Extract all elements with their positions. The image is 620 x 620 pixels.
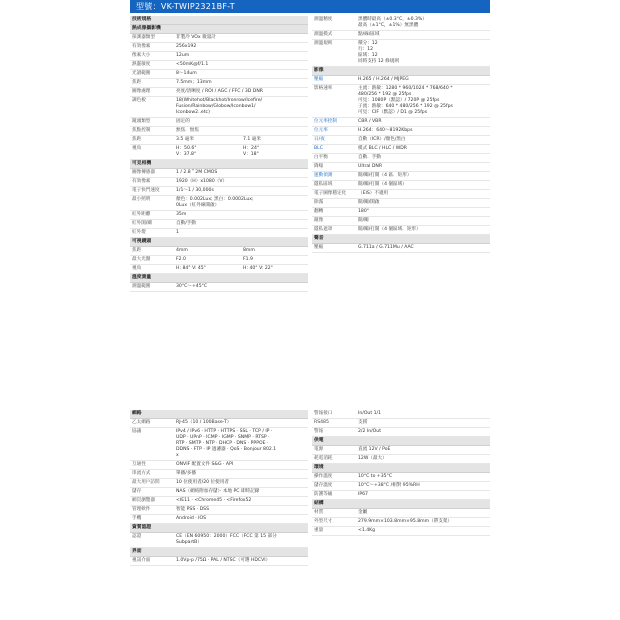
section-header: 溫度測量	[130, 274, 308, 283]
spec-row	[130, 43, 308, 52]
spec-row	[312, 127, 490, 136]
spec-value: 35m	[176, 212, 187, 217]
spec-row	[130, 79, 308, 88]
spec-row	[130, 88, 308, 97]
spec-label: 管理軟件	[132, 507, 151, 512]
spec-label: 電子快門速度	[132, 188, 160, 193]
section-header: 資質認證	[130, 524, 308, 533]
spec-label: BLC	[314, 146, 323, 151]
section-header: 影像	[312, 67, 490, 76]
section-header: 結構	[312, 500, 490, 509]
spec-label: 運動偵測	[314, 173, 333, 178]
spec-label: 隱私區域	[314, 182, 333, 187]
spec-label: 最大光圈	[132, 257, 151, 262]
spec-row	[130, 187, 308, 196]
spec-label: 手機	[132, 516, 142, 521]
spec-column-1	[130, 16, 308, 292]
spec-row	[130, 497, 308, 506]
spec-value: 主流：熱敏：1280 * 960/1024 * 768/640 * 480/256 * 192 @ 25fps 可見：1080P（默認）/ 720P @ 25fps 子流：熱敏：640 * 480/256 * 192 @ 25fps 可見：CIF（默認）/ D1 @ 25fps	[358, 86, 453, 115]
spec-row	[312, 199, 490, 208]
spec-row	[130, 247, 308, 256]
spec-row	[130, 461, 308, 470]
spec-value: 1/1～1 / 30,000s	[176, 188, 214, 193]
spec-label: 焦距	[132, 137, 142, 142]
spec-label: 位元率	[314, 128, 328, 133]
spec-row	[130, 169, 308, 178]
spec-value: H: 40° V: 22°	[243, 266, 273, 271]
spec-value: 4mm	[176, 248, 188, 253]
spec-label: 像素大小	[132, 53, 151, 58]
spec-label: 紅外燈	[132, 230, 146, 235]
spec-label: 焦距	[132, 248, 142, 253]
spec-label: 視角	[132, 146, 142, 151]
section-header: 可視鏡頭	[130, 238, 308, 247]
spec-value: 積分：12 行：12 區域：12 同時支持 12 條規則	[358, 41, 399, 64]
spec-value: 1	[176, 230, 179, 235]
spec-label: 熱靈敏度	[132, 62, 151, 67]
section-header: 環境	[312, 464, 490, 473]
spec-row	[312, 85, 490, 118]
spec-label: 鏡頭類型	[132, 119, 151, 124]
spec-row	[130, 470, 308, 479]
spec-value: IP67	[358, 492, 368, 497]
spec-label: 隱私遮罩	[314, 227, 333, 232]
spec-label: 視訊介面	[132, 558, 151, 563]
spec-row	[312, 527, 490, 536]
spec-label: 乙太網路	[132, 420, 151, 425]
spec-value: 2/2 In/Out	[358, 429, 381, 434]
spec-row	[130, 256, 308, 265]
spec-label: 網頁瀏覽器	[132, 498, 155, 503]
spec-value: 自動（ICR）/顏色/黑白	[358, 137, 406, 142]
spec-row	[312, 482, 490, 491]
spec-label: 儲存	[132, 489, 142, 494]
section-header: 網路	[130, 410, 308, 419]
spec-value: 自動/手動	[176, 221, 196, 226]
spec-label: 影格速率	[314, 86, 333, 91]
spec-label: 串流方式	[132, 471, 151, 476]
spec-value: 10 位使用者/20 位使用者	[176, 480, 229, 485]
spec-value: Android · IOS	[176, 516, 207, 521]
spec-value: 10°C～+38°C /相對 95%RH	[358, 483, 420, 488]
spec-value: 顏色：0.002Lux; 黑白：0.0002Lux; 0Lux（紅外線開啟）	[176, 197, 254, 208]
spec-value: 非製冷 VOx 微量計	[176, 35, 216, 40]
spec-row	[312, 491, 490, 500]
spec-label: 圖像處理	[132, 89, 151, 94]
spec-value: <IE11 · <Chrome45 · <Firefox52	[176, 498, 252, 503]
spec-label: 防護等級	[314, 492, 333, 497]
spec-value: 279.9mm×103.8mm×95.8mm（帶支架）	[358, 519, 453, 524]
spec-label: 最大用戶訪問	[132, 480, 160, 485]
spec-value: 10°C to +35°C	[358, 474, 393, 479]
spec-value: 256x192	[176, 44, 197, 49]
spec-row	[312, 473, 490, 482]
spec-label: 測溫規則	[314, 41, 333, 46]
spec-value: 開/關/開啟	[358, 200, 380, 205]
spec-row	[312, 181, 490, 190]
spec-value: 12W（最大）	[358, 456, 387, 461]
spec-label: 紅外距離	[132, 212, 151, 217]
spec-row	[130, 52, 308, 61]
spec-label: 操作溫度	[314, 474, 333, 479]
section-header: 聲音	[312, 235, 490, 244]
spec-row	[130, 533, 308, 548]
spec-value: 1 / 2.8＂2M CMOS	[176, 170, 218, 175]
spec-label: 警報接口	[314, 411, 333, 416]
spec-row	[130, 34, 308, 43]
spec-column-4	[312, 410, 490, 536]
spec-value: 開/關/打開（4 個區域）	[358, 182, 407, 187]
spec-label: 有效像素	[132, 44, 151, 49]
spec-row	[312, 31, 490, 40]
spec-label: 材質	[314, 510, 324, 515]
spec-row	[312, 419, 490, 428]
section-header: 技術規格	[130, 16, 308, 25]
spec-row	[312, 244, 490, 253]
spec-row	[312, 208, 490, 217]
spec-label: RS485	[314, 420, 329, 425]
spec-value: H: 84° V: 45°	[176, 266, 206, 271]
section-header: 可見相機	[130, 160, 308, 169]
spec-label: 有效像素	[132, 179, 151, 184]
spec-row	[312, 16, 490, 31]
spec-row	[312, 190, 490, 199]
spec-value: In/Out 1/1	[358, 411, 381, 416]
spec-row	[130, 515, 308, 524]
spec-value: 固定的	[176, 119, 190, 124]
spec-value: 開/關/打開（4 區．矩形）	[358, 173, 412, 178]
section-header: 界面	[130, 548, 308, 557]
spec-value: H.265 / H.264 / MJPEG	[358, 77, 409, 82]
spec-value: 8mm	[243, 248, 255, 253]
spec-row	[130, 61, 308, 70]
spec-value: 30°C～+45°C	[176, 284, 208, 289]
spec-row	[130, 178, 308, 187]
spec-label: 互通性	[132, 462, 146, 467]
spec-value: 支援	[358, 420, 368, 425]
spec-label: 視角	[132, 266, 142, 271]
spec-value: 自動．手動	[358, 155, 381, 160]
spec-value: 18(Whitehot/Blackhot/Ironrow/Icefire/ Fusion/Rainbow/Globow/Iconbow1/ Iconbow2..etc)	[176, 98, 263, 115]
model-banner: 型號：VK-TWIP2321BF-T	[130, 0, 490, 13]
spec-row	[312, 226, 490, 235]
spec-value: H.264：640～8192Kbps	[358, 128, 413, 133]
spec-value: 12um	[176, 53, 190, 58]
spec-row	[130, 211, 308, 220]
spec-row	[312, 136, 490, 145]
spec-value: H：24° V：18°	[243, 146, 260, 157]
spec-value: NAS（網絡附加存儲）· 本地 PC 即時記錄	[176, 489, 260, 494]
spec-column-2	[312, 16, 490, 253]
spec-row	[130, 70, 308, 79]
spec-value: （EIS）不適用	[358, 191, 389, 196]
spec-label: 壓縮	[314, 77, 324, 82]
spec-row	[130, 488, 308, 497]
spec-row	[130, 283, 308, 292]
spec-row	[312, 217, 490, 226]
spec-value: <50mK@f/1.1	[176, 62, 209, 67]
spec-value: 單播/多播	[176, 471, 196, 476]
spec-label: 協議	[132, 429, 142, 434]
spec-row	[130, 127, 308, 136]
spec-row	[130, 419, 308, 428]
spec-value: 智能 PSS · DSS	[176, 507, 209, 512]
spec-label: 日/夜	[314, 137, 325, 142]
spec-value: H：50.6° V：37.8°	[176, 146, 197, 157]
section-header: 供電	[312, 437, 490, 446]
spec-label: 重量	[314, 528, 324, 533]
spec-row	[130, 428, 308, 461]
spec-value: 8～14um	[176, 71, 197, 76]
spec-value: 開/關/打開（4 個區域．矩形）	[358, 227, 421, 232]
spec-label: 壓縮	[314, 245, 324, 250]
spec-value: 直流 12V / PoE	[358, 447, 391, 452]
spec-value: 亮度/清晰度 / ROI / AGC / FFC / 3D DNR	[176, 89, 263, 94]
spec-label: 翻轉	[314, 209, 324, 214]
spec-row	[312, 518, 490, 527]
spec-row	[130, 196, 308, 211]
spec-row	[130, 97, 308, 118]
spec-value: G.711a / G.711Mu / AAC	[358, 245, 414, 250]
section-header: 熱成像攝影機	[130, 25, 308, 34]
spec-value: F1.9	[243, 257, 253, 262]
spec-label: 光譜範圍	[132, 71, 151, 76]
spec-value: ONVIF 配置文件 S&G · API	[176, 462, 234, 467]
spec-label: 除霧	[314, 200, 324, 205]
spec-label: 測溫範圍	[132, 284, 151, 289]
spec-value: 180°	[358, 209, 370, 214]
spec-row	[130, 506, 308, 515]
spec-value: 金屬	[358, 510, 368, 515]
spec-value: Ultral DNR	[358, 164, 383, 169]
spec-label: 測溫模式	[314, 32, 333, 37]
spec-row	[312, 76, 490, 85]
spec-value: F2.0	[176, 257, 186, 262]
spec-label: 白平衡	[314, 155, 328, 160]
spec-row	[312, 163, 490, 172]
spec-row	[312, 455, 490, 464]
spec-label: 耗電消耗	[314, 456, 333, 461]
spec-label: 降噪	[314, 164, 324, 169]
spec-label: 外型尺寸	[314, 519, 333, 524]
spec-value: 模式 BLC / HLC / WDR	[358, 146, 407, 151]
spec-label: 認證	[132, 534, 142, 539]
spec-value: 無焦．無焦	[176, 128, 199, 133]
spec-row	[130, 136, 308, 145]
spec-row	[312, 410, 490, 419]
spec-row	[130, 118, 308, 127]
spec-value: CBR / VBR	[358, 119, 382, 124]
spec-label: 圖像傳感器	[132, 170, 155, 175]
spec-value: 點/線/區域	[358, 32, 380, 37]
spec-label: 測溫精度	[314, 17, 333, 22]
spec-row	[312, 154, 490, 163]
spec-row	[130, 557, 308, 566]
spec-row	[130, 479, 308, 488]
spec-value: 3.5 毫米	[176, 137, 194, 142]
spec-row	[312, 118, 490, 127]
spec-value: 7.5mm；13mm	[176, 80, 212, 85]
spec-value: 黑體時最高（±0.3°C，±0.3%） 最高（±1°C，±1%）無黑體	[358, 17, 427, 28]
spec-label: 警報	[314, 429, 324, 434]
spec-value: 開/關	[358, 218, 369, 223]
spec-label: 最小照明	[132, 197, 151, 202]
spec-label: 位元率控制	[314, 119, 337, 124]
spec-value: CE（EN 60950：2000）FCC（FCC 第 15 部分 SubpartB）	[176, 534, 277, 545]
spec-row	[312, 40, 490, 67]
spec-column-3	[130, 410, 308, 566]
spec-row	[312, 446, 490, 455]
spec-value: <1.4Kg	[358, 528, 376, 533]
spec-row	[130, 145, 308, 160]
spec-row	[312, 428, 490, 437]
spec-value: 7.1 毫米	[243, 137, 261, 142]
spec-row	[130, 229, 308, 238]
spec-row	[130, 220, 308, 229]
spec-row	[312, 509, 490, 518]
spec-label: 電源	[314, 447, 324, 452]
spec-row	[312, 145, 490, 154]
spec-label: 鏡像	[314, 218, 324, 223]
spec-label: 焦距	[132, 80, 142, 85]
spec-label: 探測器類型	[132, 35, 155, 40]
spec-label: 電子圖像穩定化	[314, 191, 347, 196]
spec-value: RJ-45（10 / 100Base-T）	[176, 420, 232, 425]
spec-label: 調色板	[132, 98, 146, 103]
spec-value: 1.0Vp-p /75Ω · PAL / NTSC（可選 HDCVI）	[176, 558, 271, 563]
spec-label: 焦點控制	[132, 128, 151, 133]
spec-label: 紅外開/關	[132, 221, 152, 226]
spec-row	[312, 172, 490, 181]
spec-row	[130, 265, 308, 274]
spec-value: 1920（H）x1080（V）	[176, 179, 228, 184]
spec-label: 儲存溫度	[314, 483, 333, 488]
spec-value: IPv4 / IPv6 · HTTP · HTTPS · SSL · TCP / IP · UDP · UPnP · ICMP · IGMP · SNMP · RTSP · RTP · SMTP · NTP · DHCP · DNS · PPPOE · DDNS · FTP · IP 過濾器 · QoS · Bonjour 802.1 x	[176, 429, 277, 458]
